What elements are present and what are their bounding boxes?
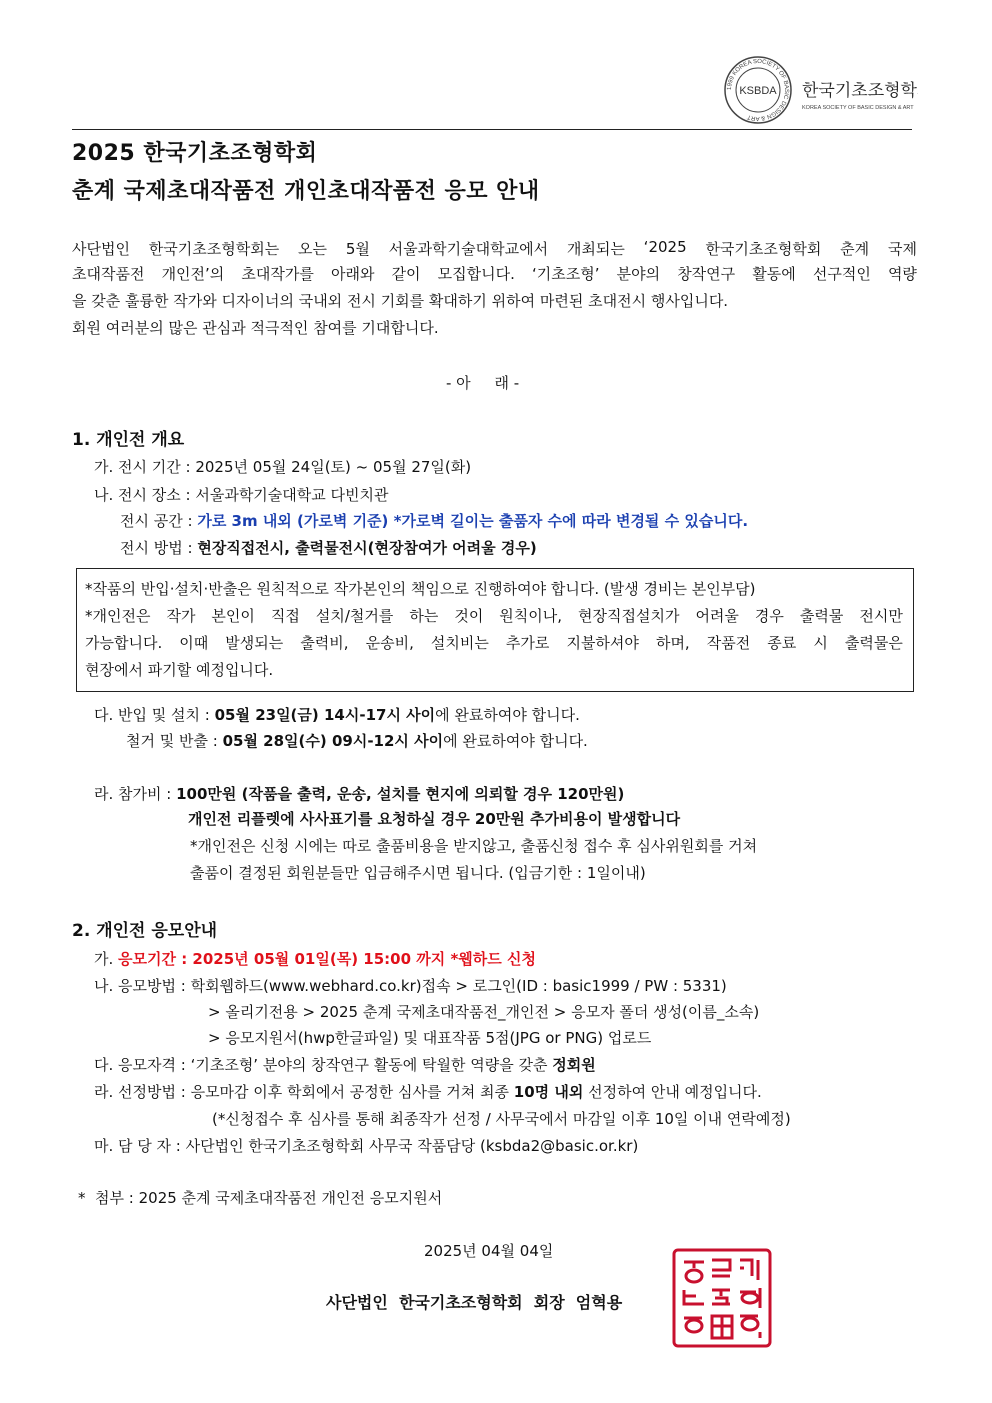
exhibit-period: 가. 전시 기간 : 2025년 05월 24일(토) ~ 05월 27일(화) [94,458,472,476]
removal-schedule: 철거 및 반출 : 05월 28일(수) 09시-12시 사이에 완료하여야 합니다. [126,732,588,750]
notice-line3: 가능합니다. 이때 발생되는 출력비, 운송비, 설치비는 추가로 지불하셔야 하며, 작품전 종료 시 출력물은 [85,634,903,652]
contact-info: 마. 담 당 자 : 사단법인 한국기초조형학회 사무국 작품담당 (ksbda2@basic.or.kr) [94,1137,639,1155]
intro-line3: 을 갖춘 훌륭한 작가와 디자이너의 국내외 전시 기회를 확대하기 위하여 마련된 초대전시 행사입니다. [72,292,729,310]
section1-heading: 1. 개인전 개요 [72,430,185,450]
intro-line4: 회원 여러분의 많은 관심과 적극적인 참여를 기대합니다. [72,319,439,337]
issue-date: 2025년 04월 04일 [424,1242,554,1260]
notice-line4: 현장에서 파기할 예정입니다. [85,661,274,679]
exhibit-method-label: 전시 방법 : [120,539,198,557]
exhibit-space [120,510,748,531]
install-schedule: 다. 반입 및 설치 : 05월 23일(금) 14시-17시 사이에 완료하여야 합니다. [94,706,580,724]
application-method3: > 응모지원서(hwp한글파일) 및 대표작품 5점(JPG or PNG) 업로드 [208,1029,652,1047]
intro-line2: 초대작품전 개인전’의 초대작가를 아래와 같이 모집합니다. ‘기초조형’ 분야의 창작연구 활동에 선구적인 역량 [72,265,917,283]
logo-abbr: KSBDA [739,85,777,97]
selection-method: 라. 선정방법 : 응모마감 이후 학회에서 공정한 심사를 거쳐 최종 10명 내외 선정하여 안내 예정입니다. [94,1083,762,1101]
selection-note: (*신청접수 후 심사를 통해 최종작가 선정 / 사무국에서 마감일 이후 10일 이내 연락예정) [212,1110,791,1128]
exhibit-method-value: 현장직접전시, 출력물전시(현장참여가 어려울 경우) [197,539,537,557]
exhibit-space-label: 전시 공간 : [120,512,198,530]
section2-heading: 2. 개인전 응모안내 [72,921,218,941]
logo-name-ko: 한국기초조형학 [802,81,917,101]
application-period: 가. 응모기간 : 2025년 05월 01일(목) 15:00 까지 *웹하드 신청 [94,950,536,968]
header-rule [72,129,912,130]
logo-ring-text: 1999 KOREA SOCIETY OF BASIC DESIGN & ART [726,58,790,122]
application-method2: > 올리기전용 > 2025 춘계 국제초대작품전_개인전 > 응모자 폴더 생성(이름_소속) [208,1003,760,1021]
exhibit-venue: 나. 전시 장소 : 서울과학기술대학교 다빈치관 [94,486,389,504]
fee-note2: 출품이 결정된 회원분들만 입금해주시면 됩니다. (입금기한 : 1일이내) [190,864,646,882]
notice-box [76,568,914,692]
official-seal [672,1248,772,1348]
qualification: 다. 응모자격 : ‘기초조형’ 분야의 창작연구 활동에 탁월한 역량을 갖춘 정회원 [94,1056,596,1074]
society-logo [722,54,918,126]
below-marker: - 아 래 - [446,374,520,392]
attachment-note: * 첨부 : 2025 춘계 국제초대작품전 개인전 응모지원서 [78,1189,443,1207]
application-method1: 나. 응모방법 : 학회웹하드(www.webhard.co.kr)접속 > 로그인(ID : basic1999 / PW : 5331) [94,977,727,995]
exhibit-method [120,537,537,558]
signature-line: 사단법인 한국기초조형학회 회장 엄혁용 [326,1293,623,1312]
logo-name-en: KOREA SOCIETY OF BASIC DESIGN & ART [802,105,914,111]
intro-line1: 사단법인 한국기초조형학회는 오는 5월 서울과학기술대학교에서 개최되는 ‘2025 한국기초조형학회 춘계 국제 [72,238,917,258]
title-line2: 춘계 국제초대작품전 개인초대작품전 응모 안내 [72,179,540,204]
notice-line2: *개인전은 작가 본인이 직접 설치/철거를 하는 것이 원칙이나, 현장직접설치가 어려울 경우 출력물 전시만 [85,607,903,625]
fee-line2: 개인전 리플렛에 사사표기를 요청하실 경우 20만원 추가비용이 발생합니다 [188,810,681,828]
notice-line1: *작품의 반입·설치·반출은 원칙적으로 작가본인의 책임으로 진행하여야 합니다. (발생 경비는 본인부담) [85,580,756,598]
exhibit-space-value: 가로 3m 내외 (가로벽 기준) *가로벽 길이는 출품자 수에 따라 변경될 수 있습니다. [197,512,749,530]
fee-note1: *개인전은 신청 시에는 따로 출품비용을 받지않고, 출품신청 접수 후 심사위원회를 거쳐 [190,837,758,855]
title-line1: 2025 한국기초조형학회 [72,141,318,166]
fee-line1: 라. 참가비 : 100만원 (작품을 출력, 운송, 설치를 현지에 의뢰할 경우 120만원) [94,785,625,803]
logo-emblem [722,54,918,126]
